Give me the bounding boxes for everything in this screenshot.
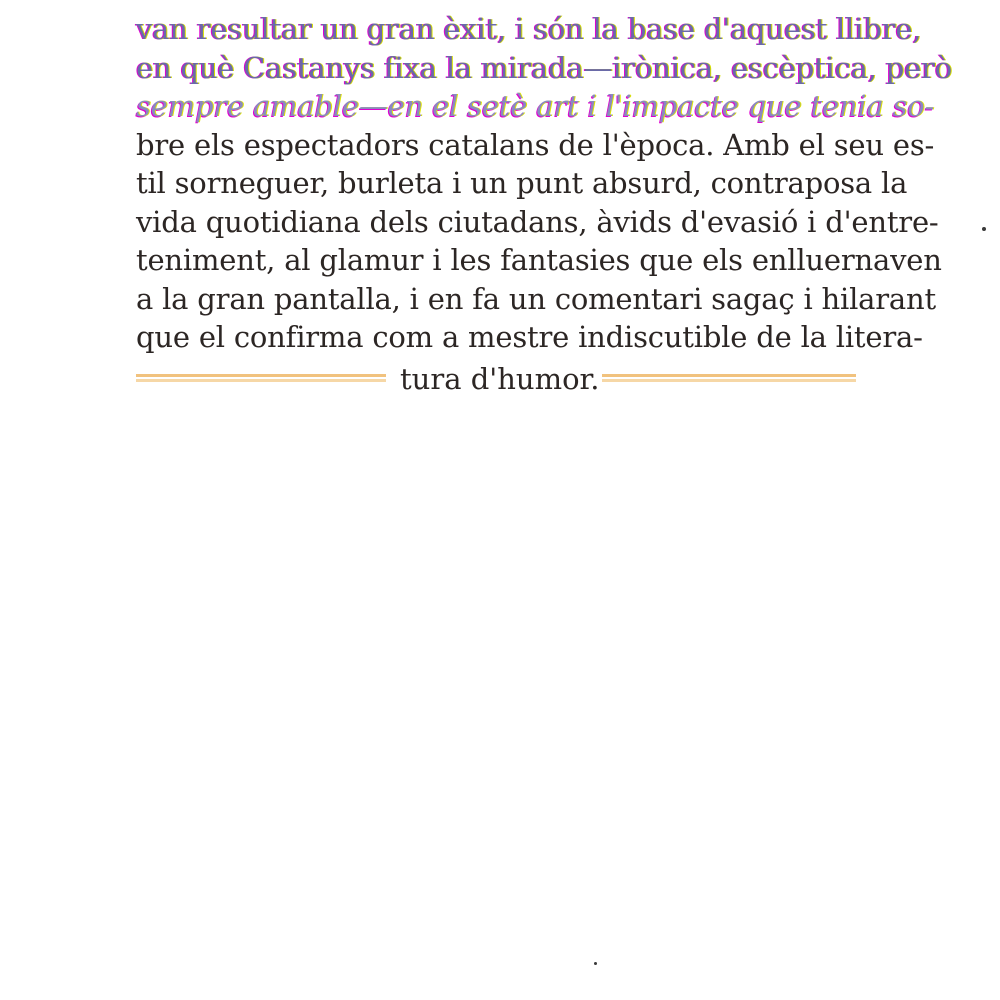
blurb-paragraph xyxy=(136,10,953,357)
text-line: van resultar un gran èxit, i són la base d'aquest llibre, xyxy=(136,12,922,46)
text-line: vida quotidiana dels ciutadans, àvids d'evasió i d'entre- xyxy=(136,204,939,239)
closing-text: tura d'humor. xyxy=(400,362,600,396)
text-line: sempre amable—en el setè art i l'impacte que tenia so- xyxy=(136,89,935,123)
text-line: til sorneguer, burleta i un punt absurd, contraposa la xyxy=(136,166,908,200)
decorative-rule-right xyxy=(602,374,856,384)
text-line: teniment, al glamur i les fantasies que els enlluernaven xyxy=(136,243,942,277)
text-line: en què Castanys fixa la mirada—irònica, escèptica, però xyxy=(136,50,953,85)
dust-speck xyxy=(594,962,597,965)
decorative-rule-left xyxy=(136,374,386,384)
text-line: bre els espectadors catalans de l'època. Amb el seu es- xyxy=(136,127,935,162)
closing-line xyxy=(136,364,856,394)
text-line: que el confirma com a mestre indiscutible de la litera- xyxy=(136,320,923,354)
text-line: a la gran pantalla, i en fa un comentari sagaç i hilarant xyxy=(136,281,936,316)
dust-speck xyxy=(982,227,986,231)
